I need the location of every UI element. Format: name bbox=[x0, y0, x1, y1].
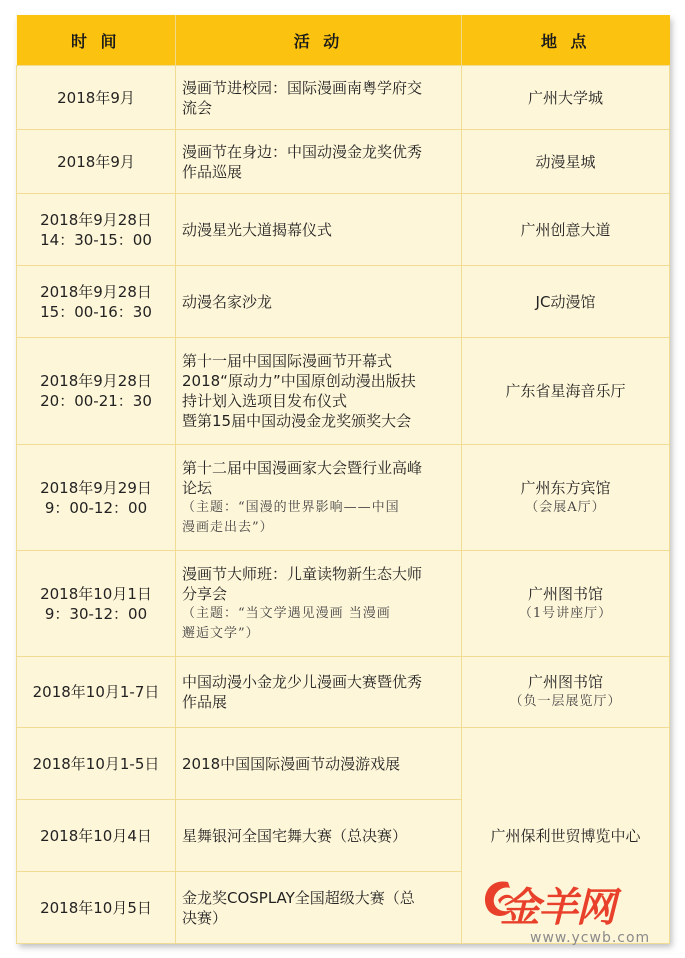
time-cell bbox=[17, 800, 176, 872]
place-room: （负一层展览厅） bbox=[509, 694, 622, 709]
table-row bbox=[17, 194, 670, 266]
activity-theme: （主题：“国漫的世界影响——中国 bbox=[182, 499, 400, 515]
activity-text: 作品巡展 bbox=[182, 162, 243, 181]
place-text: 动漫星城 bbox=[535, 152, 596, 171]
activity-text: 金龙奖COSPLAY全国超级大赛（总 bbox=[182, 888, 415, 907]
activity-cell bbox=[176, 551, 462, 657]
time-text: 2018年9月28日 bbox=[40, 210, 152, 229]
activity-cell bbox=[176, 194, 462, 266]
place-text: 广州创意大道 bbox=[520, 220, 611, 239]
table-row bbox=[17, 728, 670, 800]
activity-cell bbox=[176, 130, 462, 194]
time-text: 9：30-12：00 bbox=[44, 604, 148, 623]
activity-text: 作品展 bbox=[182, 693, 228, 711]
activity-text: 持计划入选项目发布仪式 bbox=[182, 392, 348, 410]
table-row bbox=[17, 266, 670, 338]
activity-text: 漫画节在身边：中国动漫金龙奖优秀 bbox=[182, 142, 423, 161]
time-cell bbox=[17, 66, 176, 130]
watermark-brand: 金羊网 bbox=[500, 884, 614, 931]
time-text: 2018年9月28日 bbox=[40, 282, 152, 301]
time-text: 2018年9月 bbox=[57, 88, 135, 107]
place-text: 广东省星海音乐厅 bbox=[505, 382, 626, 400]
activity-theme: （主题：“当文学遇见漫画 当漫画 bbox=[182, 605, 391, 621]
header-place: 地 点 bbox=[462, 15, 670, 66]
activity-cell bbox=[176, 872, 462, 944]
activity-cell bbox=[176, 338, 462, 445]
place-text: 广州图书馆 bbox=[527, 584, 603, 603]
activity-text: 中国动漫小金龙少儿漫画大赛暨优秀 bbox=[182, 673, 423, 691]
activity-cell bbox=[176, 66, 462, 130]
table-row bbox=[17, 66, 670, 130]
time-text: 2018年9月 bbox=[57, 152, 135, 171]
place-text: 广州图书馆 bbox=[527, 673, 603, 691]
time-cell bbox=[17, 872, 176, 944]
place-cell bbox=[462, 445, 670, 551]
time-cell bbox=[17, 338, 176, 445]
time-text: 9：00-12：00 bbox=[44, 498, 148, 517]
schedule-table bbox=[16, 15, 670, 944]
activity-text: 决赛） bbox=[182, 908, 228, 927]
activity-text: 星舞银河全国宅舞大赛（总决赛） bbox=[182, 826, 408, 845]
table-row bbox=[17, 130, 670, 194]
activity-cell bbox=[176, 266, 462, 338]
time-cell bbox=[17, 728, 176, 800]
place-text: 广州大学城 bbox=[527, 88, 603, 107]
schedule-card bbox=[16, 15, 669, 943]
time-text: 2018年10月5日 bbox=[40, 898, 152, 917]
activity-cell bbox=[176, 800, 462, 872]
activity-theme: 邂逅文学”） bbox=[182, 625, 260, 641]
place-room: （1号讲座厅） bbox=[518, 605, 613, 621]
watermark-url: www.ycwb.com bbox=[530, 930, 651, 946]
time-text: 2018年10月1-7日 bbox=[32, 683, 160, 701]
activity-text: 动漫名家沙龙 bbox=[182, 292, 273, 311]
header-activity: 活 动 bbox=[176, 15, 462, 66]
place-cell bbox=[462, 130, 670, 194]
activity-text: 漫画节进校园：国际漫画南粤学府交 bbox=[182, 78, 423, 97]
place-cell bbox=[462, 657, 670, 728]
time-text: 15：00-16：30 bbox=[40, 302, 152, 321]
time-text: 2018年10月4日 bbox=[40, 826, 152, 845]
time-cell bbox=[17, 657, 176, 728]
place-cell bbox=[462, 66, 670, 130]
activity-cell bbox=[176, 657, 462, 728]
time-text: 20：00-21：30 bbox=[40, 392, 152, 410]
activity-cell bbox=[176, 728, 462, 800]
time-text: 14：30-15：00 bbox=[40, 230, 152, 249]
activity-theme: 漫画走出去”） bbox=[182, 519, 274, 535]
place-room: （会展A厅） bbox=[525, 499, 606, 515]
activity-text: 第十一届中国国际漫画节开幕式 bbox=[182, 352, 393, 370]
time-cell bbox=[17, 445, 176, 551]
place-text: 广州保利世贸博览中心 bbox=[490, 826, 641, 845]
table-row bbox=[17, 657, 670, 728]
time-text: 2018年10月1-5日 bbox=[32, 754, 160, 773]
time-cell bbox=[17, 194, 176, 266]
watermark-logo bbox=[478, 872, 678, 952]
activity-text: 流会 bbox=[182, 98, 213, 117]
table-row bbox=[17, 445, 670, 551]
activity-text: 动漫星光大道揭幕仪式 bbox=[182, 220, 333, 239]
activity-text: 论坛 bbox=[182, 478, 213, 497]
activity-text: 2018“原动力”中国原创动漫出版扶 bbox=[182, 372, 416, 390]
time-text: 2018年9月29日 bbox=[40, 478, 152, 497]
place-cell bbox=[462, 551, 670, 657]
header-row bbox=[17, 15, 670, 66]
place-cell bbox=[462, 266, 670, 338]
activity-text: 暨第15届中国动漫金龙奖颁奖大会 bbox=[182, 412, 412, 430]
table-row bbox=[17, 338, 670, 445]
place-cell bbox=[462, 338, 670, 445]
activity-cell bbox=[176, 445, 462, 551]
time-cell bbox=[17, 551, 176, 657]
place-text: 广州东方宾馆 bbox=[520, 478, 611, 497]
activity-text: 漫画节大师班：儿童读物新生态大师 bbox=[182, 564, 423, 583]
time-text: 2018年9月28日 bbox=[40, 372, 152, 390]
activity-text: 分享会 bbox=[182, 584, 228, 603]
place-cell bbox=[462, 194, 670, 266]
activity-text: 2018中国国际漫画节动漫游戏展 bbox=[182, 754, 401, 773]
activity-text: 第十二届中国漫画家大会暨行业高峰 bbox=[182, 458, 423, 477]
time-cell bbox=[17, 130, 176, 194]
place-text: JC动漫馆 bbox=[535, 292, 596, 311]
time-text: 2018年10月1日 bbox=[40, 584, 152, 603]
time-cell bbox=[17, 266, 176, 338]
header-time: 时 间 bbox=[17, 15, 176, 66]
table-row bbox=[17, 551, 670, 657]
